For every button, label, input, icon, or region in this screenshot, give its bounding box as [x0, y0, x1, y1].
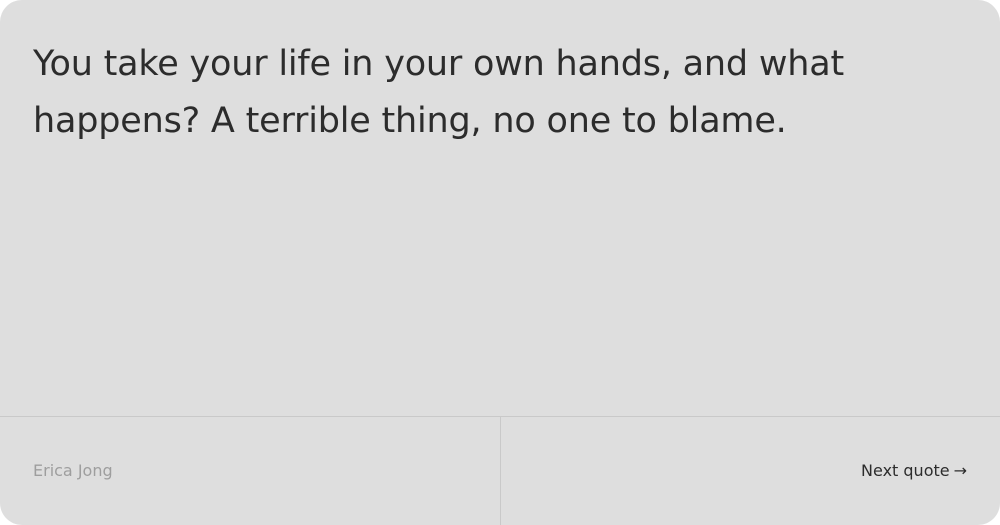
next-quote-button[interactable]: [861, 461, 967, 481]
next-quote-label: Next quote: [861, 461, 950, 480]
quote-area: [33, 36, 933, 150]
card-footer: [0, 416, 1000, 525]
arrow-right-icon: →: [953, 461, 967, 480]
footer-divider: [500, 417, 501, 525]
quote-text: You take your life in your own hands, and what happens? A terrible thing, no one to blame.: [33, 44, 845, 141]
author-name: Erica Jong: [33, 461, 113, 480]
